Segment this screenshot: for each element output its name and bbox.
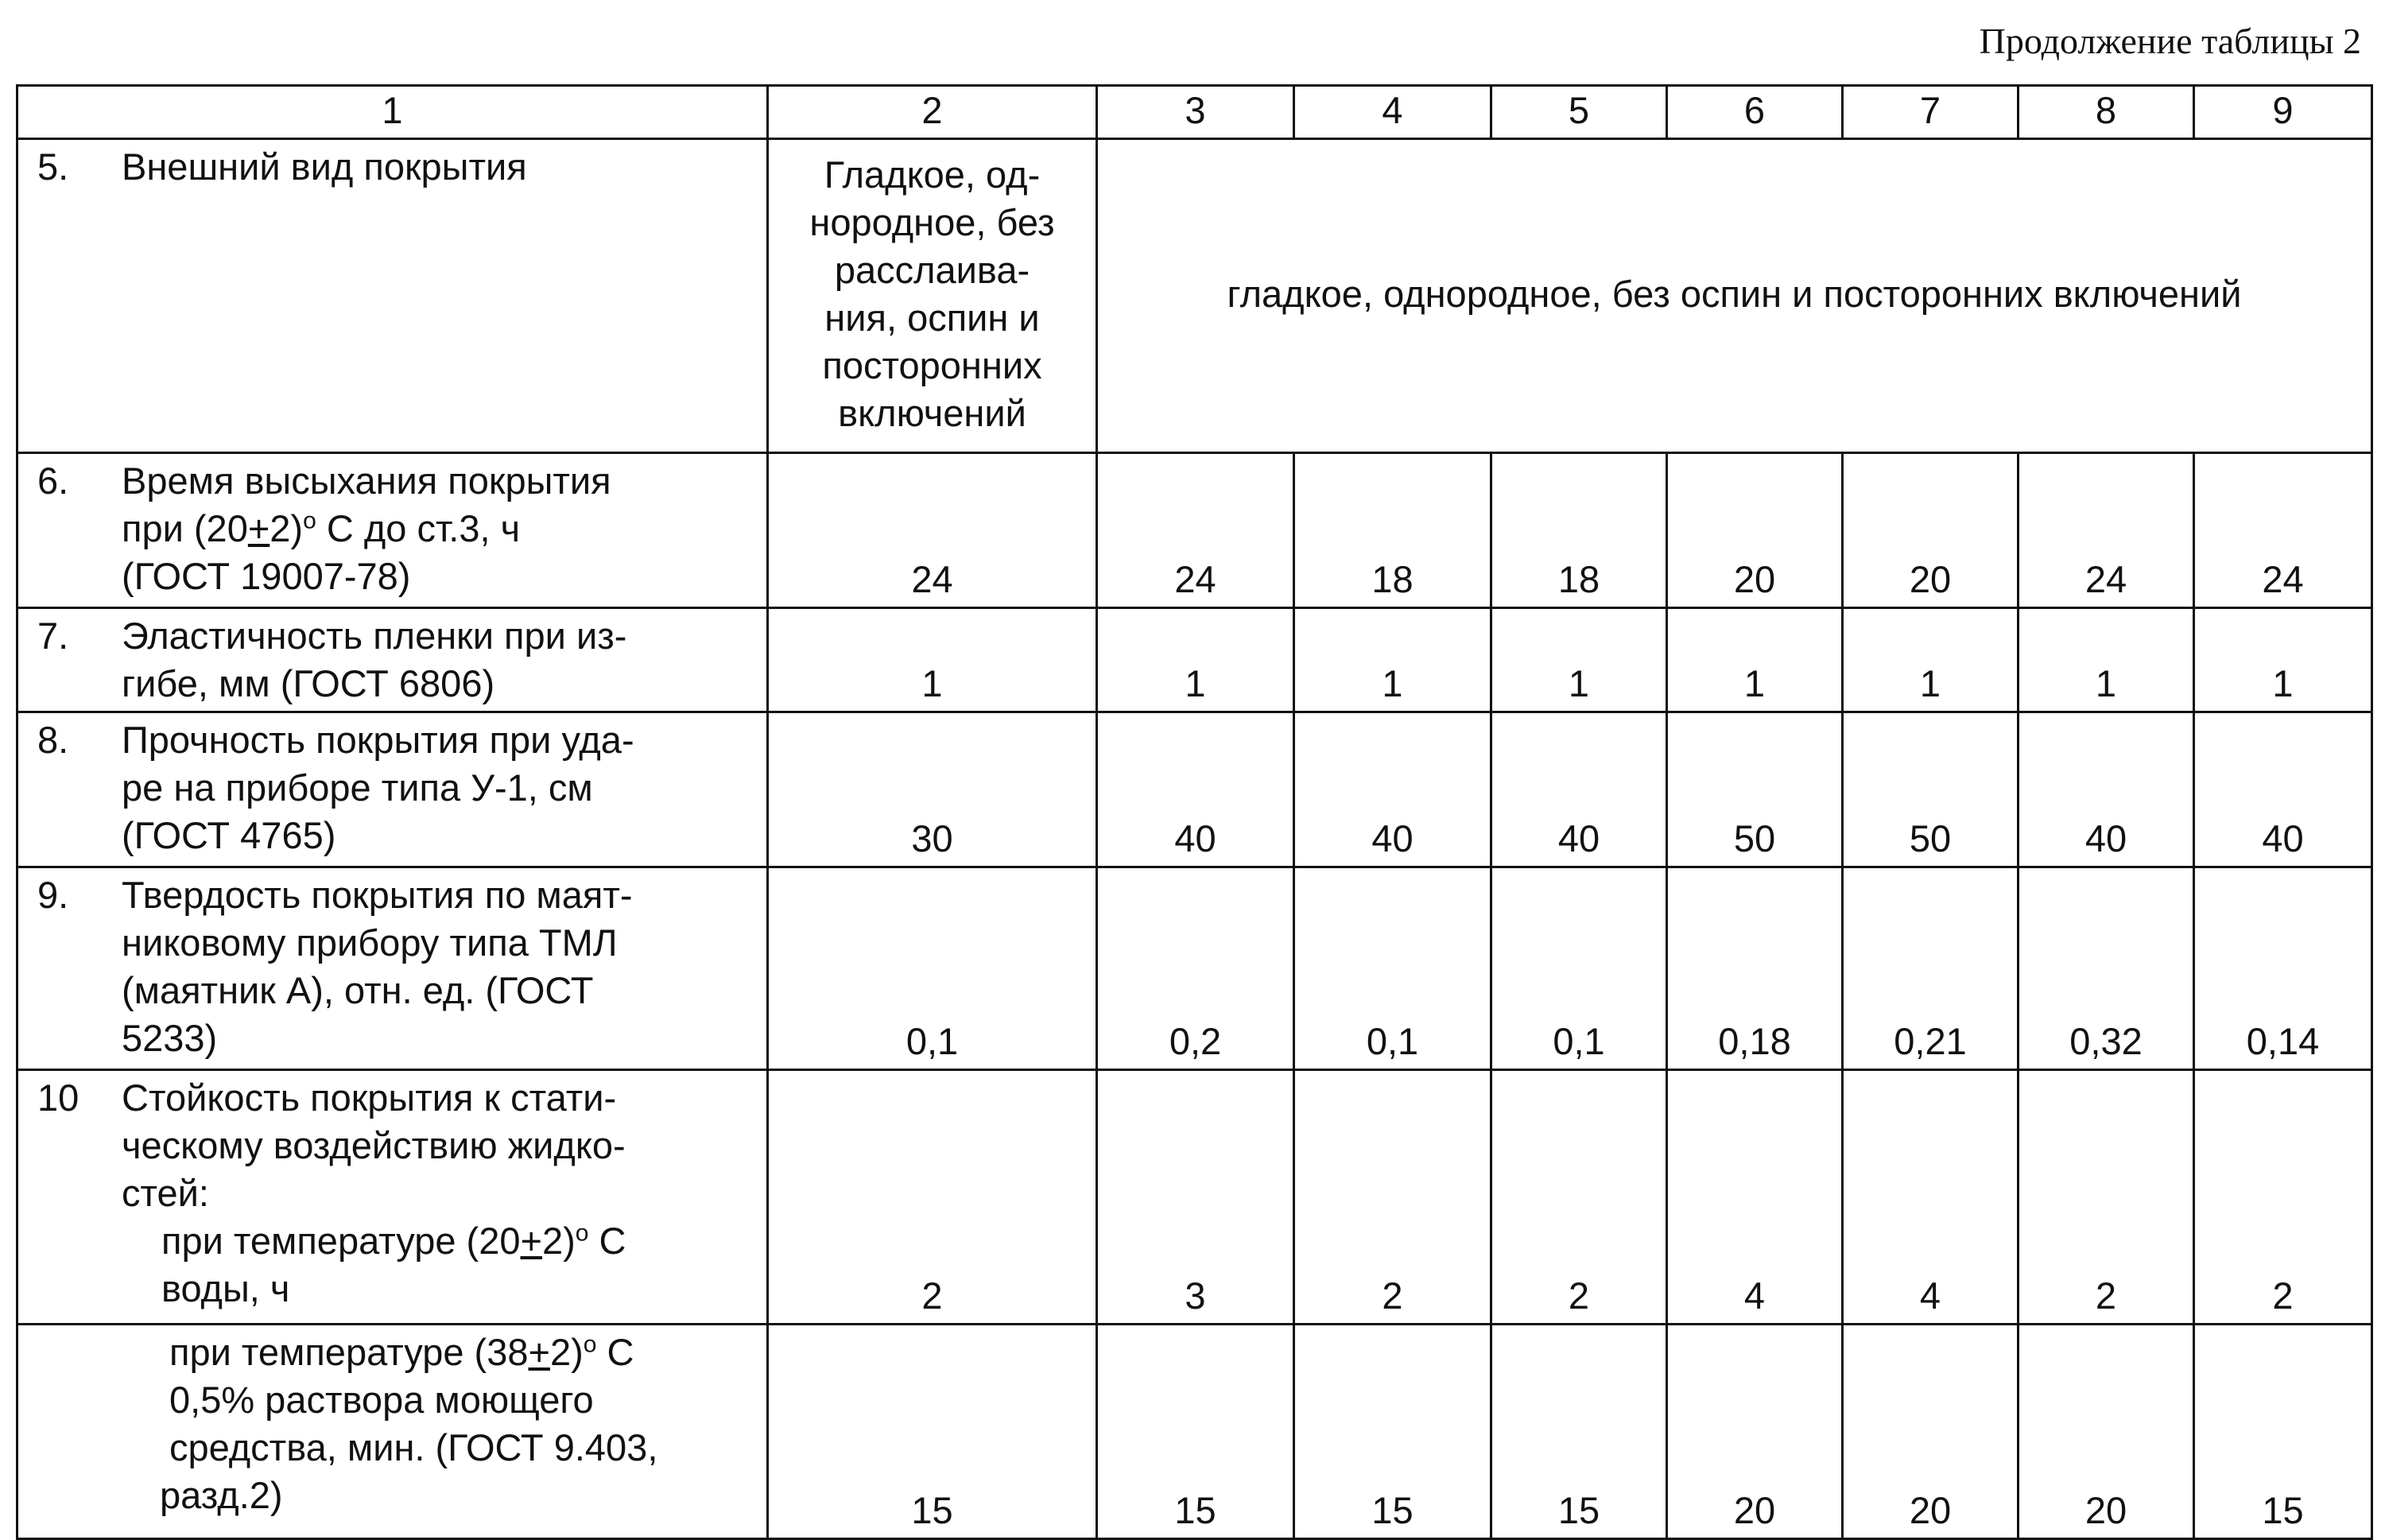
table-cell: 18 — [1294, 453, 1491, 608]
continuation-caption: Продолжение таблицы 2 — [1979, 21, 2361, 61]
row-label — [17, 867, 768, 1070]
table-cell: 15 — [1294, 1325, 1491, 1539]
text-part: С — [596, 1331, 634, 1373]
table-cell: 20 — [2019, 1325, 2194, 1539]
row-label-text: 0,5% раствора моющего — [169, 1379, 594, 1421]
table-cell: 15 — [1097, 1325, 1294, 1539]
row-label-text: никовому прибору типа ТМЛ — [122, 921, 618, 964]
row-label — [17, 453, 768, 608]
row-label-text: средства, мин. (ГОСТ 9.403, — [169, 1426, 658, 1468]
row-label-text: Внешний вид покрытия — [122, 145, 527, 188]
table-cell: 24 — [2194, 453, 2372, 608]
degree-mark: o — [303, 507, 316, 534]
row-sublabel: воды, ч — [161, 1267, 290, 1309]
table-cell: 4 — [1667, 1070, 1843, 1325]
row-label-text: ческому воздействию жидко- — [122, 1124, 626, 1166]
row-label-text — [169, 1329, 757, 1376]
row-label-text: (ГОСТ 4765) — [122, 814, 336, 856]
column-header: 2 — [768, 86, 1097, 139]
table-row — [17, 867, 2372, 1070]
table-cell: 20 — [1667, 1325, 1843, 1539]
row-label-text: гибе, мм (ГОСТ 6806) — [122, 662, 495, 704]
cell-line: расслаива- — [834, 249, 1030, 291]
row-label — [17, 608, 768, 712]
row-label — [17, 712, 768, 867]
table-cell: 2 — [2019, 1070, 2194, 1325]
row-number: 7. — [37, 615, 69, 657]
table-cell: 24 — [2019, 453, 2194, 608]
table-cell: 1 — [2194, 608, 2372, 712]
table-cell: 0,1 — [1294, 867, 1491, 1070]
row-number: 8. — [37, 719, 69, 761]
table-cell: 40 — [1294, 712, 1491, 867]
table-cell: 1 — [1491, 608, 1667, 712]
table-cell: 1 — [2019, 608, 2194, 712]
row-label-text: 5233) — [122, 1017, 218, 1059]
table-cell — [768, 139, 1097, 453]
plus-minus: + — [528, 1331, 550, 1373]
row-label — [17, 139, 768, 453]
plus-minus: + — [520, 1220, 542, 1262]
table-cell: 1 — [1667, 608, 1843, 712]
table-cell: 20 — [1843, 1325, 2019, 1539]
table-row — [17, 139, 2372, 453]
degree-mark: o — [583, 1331, 597, 1358]
degree-mark: o — [575, 1220, 589, 1247]
table-cell: 18 — [1491, 453, 1667, 608]
header-row — [17, 86, 2372, 139]
text-part: С — [588, 1220, 626, 1262]
text-part: 2) — [549, 1331, 584, 1373]
table-cell: 0,21 — [1843, 867, 2019, 1070]
table-cell: 15 — [2194, 1325, 2372, 1539]
table-cell: 2 — [2194, 1070, 2372, 1325]
table-cell: 0,2 — [1097, 867, 1294, 1070]
row-number: 5. — [37, 145, 69, 188]
table-cell: 1 — [768, 608, 1097, 712]
plus-minus: + — [247, 507, 270, 549]
table-cell: 2 — [1294, 1070, 1491, 1325]
row-sublabel — [161, 1217, 757, 1265]
row-label-text: разд.2) — [160, 1474, 283, 1516]
row-label — [17, 1070, 768, 1325]
row-label-text: Стойкость покрытия к стати- — [122, 1076, 617, 1119]
table-cell: 24 — [1097, 453, 1294, 608]
row-number: 10 — [37, 1076, 80, 1119]
table-cell: 40 — [2194, 712, 2372, 867]
table-cell: 4 — [1843, 1070, 2019, 1325]
table-cell: 0,1 — [768, 867, 1097, 1070]
column-header: 4 — [1294, 86, 1491, 139]
row-number: 6. — [37, 460, 69, 502]
row-label — [17, 1325, 768, 1539]
cell-line: нородное, без — [809, 201, 1055, 243]
merged-cell: гладкое, однородное, без оспин и посторонних включений — [1097, 139, 2372, 453]
table-cell: 1 — [1843, 608, 2019, 712]
table-cell: 0,14 — [2194, 867, 2372, 1070]
column-header: 5 — [1491, 86, 1667, 139]
table-cell: 15 — [768, 1325, 1097, 1539]
properties-table — [16, 84, 2373, 1540]
table-row — [17, 1325, 2372, 1539]
text-part: при температуре (20 — [161, 1220, 521, 1262]
table-row — [17, 1070, 2372, 1325]
table-cell: 1 — [1097, 608, 1294, 712]
table-cell: 2 — [1491, 1070, 1667, 1325]
table-row — [17, 453, 2372, 608]
table-cell: 40 — [1097, 712, 1294, 867]
row-label-text: Прочность покрытия при уда- — [122, 719, 634, 761]
text-part: при (20 — [122, 507, 248, 549]
table-cell: 40 — [1491, 712, 1667, 867]
row-label-text: Твердость покрытия по маят- — [122, 874, 633, 916]
table-cell: 0,1 — [1491, 867, 1667, 1070]
row-label-text: стей: — [122, 1172, 209, 1214]
cell-line: включений — [838, 392, 1026, 434]
text-part: 2) — [270, 507, 304, 549]
row-label-text: ре на приборе типа У-1, см — [122, 766, 593, 809]
table-cell: 50 — [1667, 712, 1843, 867]
table-row — [17, 712, 2372, 867]
table-cell: 40 — [2019, 712, 2194, 867]
row-label-text — [122, 505, 757, 553]
text-part: С до ст.3, ч — [316, 507, 521, 549]
table-cell: 3 — [1097, 1070, 1294, 1325]
table-cell: 1 — [1294, 608, 1491, 712]
row-label-text: Эластичность пленки при из- — [122, 615, 627, 657]
column-header: 9 — [2194, 86, 2372, 139]
row-label-text: (ГОСТ 19007-78) — [122, 555, 411, 597]
cell-line: посторонних — [822, 344, 1042, 386]
table-cell: 2 — [768, 1070, 1097, 1325]
table-cell: 15 — [1491, 1325, 1667, 1539]
cell-line: Гладкое, од- — [824, 153, 1041, 196]
column-header: 6 — [1667, 86, 1843, 139]
table-cell: 24 — [768, 453, 1097, 608]
cell-line: ния, оспин и — [824, 297, 1040, 339]
row-label-text: (маятник А), отн. ед. (ГОСТ — [122, 969, 594, 1011]
table-cell: 50 — [1843, 712, 2019, 867]
text-part: 2) — [541, 1220, 576, 1262]
column-header: 8 — [2019, 86, 2194, 139]
table-cell: 0,18 — [1667, 867, 1843, 1070]
text-part: при температуре (38 — [169, 1331, 529, 1373]
row-number: 9. — [37, 874, 69, 916]
table-cell: 20 — [1843, 453, 2019, 608]
column-header: 1 — [17, 86, 768, 139]
row-label-text: Время высыхания покрытия — [122, 460, 611, 502]
table-cell: 30 — [768, 712, 1097, 867]
table-row — [17, 608, 2372, 712]
table-cell: 0,32 — [2019, 867, 2194, 1070]
column-header: 3 — [1097, 86, 1294, 139]
table-cell: 20 — [1667, 453, 1843, 608]
column-header: 7 — [1843, 86, 2019, 139]
